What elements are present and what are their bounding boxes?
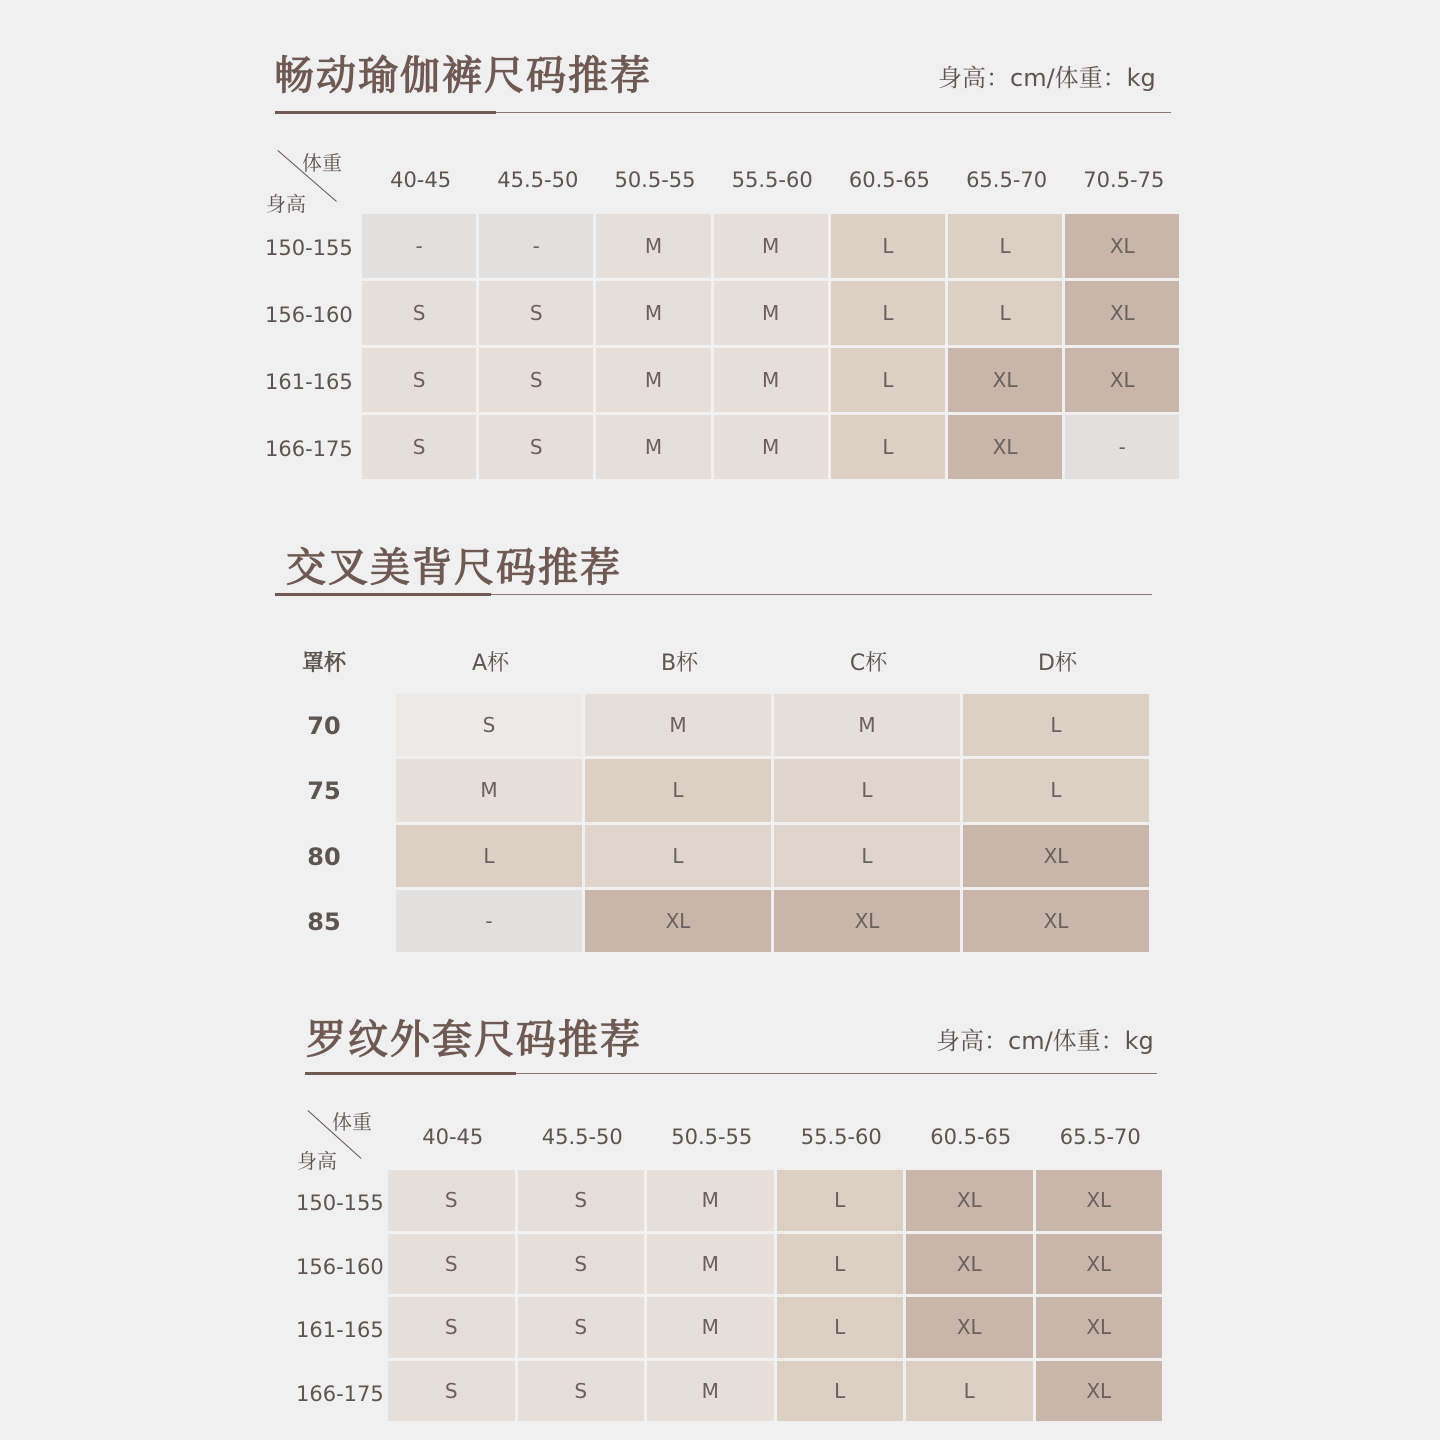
- yoga-title: 畅动瑜伽裤尺码推荐: [274, 53, 652, 99]
- jacket-size-cell: L: [777, 1297, 904, 1358]
- jacket-size-cell: XL: [906, 1297, 1033, 1358]
- bra-size-cell: S: [396, 694, 582, 756]
- yoga-col-header: 45.5-50: [497, 168, 579, 192]
- yoga-size-cell: L: [948, 214, 1062, 278]
- bra-size-cell: -: [396, 890, 582, 952]
- yoga-row-header: 156-160: [265, 303, 353, 327]
- bra-size-cell: L: [585, 825, 771, 887]
- jacket-corner-height: 身高: [297, 1149, 337, 1173]
- yoga-size-cell: S: [362, 348, 476, 412]
- yoga-size-cell: S: [362, 281, 476, 345]
- jacket-corner-weight: 体重: [332, 1110, 372, 1134]
- jacket-size-cell: L: [777, 1361, 904, 1422]
- jacket-size-cell: S: [388, 1297, 515, 1358]
- jacket-size-cell: S: [518, 1361, 645, 1422]
- bra-col-header: B杯: [660, 651, 699, 676]
- bra-size-cell: XL: [774, 890, 960, 952]
- jacket-size-cell: XL: [906, 1170, 1033, 1231]
- yoga-size-cell: S: [479, 281, 593, 345]
- jacket-col-header: 50.5-55: [671, 1125, 753, 1149]
- bra-size-cell: L: [963, 759, 1149, 821]
- yoga-row-header: 166-175: [265, 437, 353, 461]
- bra-col-header: A杯: [471, 651, 510, 676]
- yoga-size-cell: XL: [948, 348, 1062, 412]
- yoga-size-cell: L: [831, 281, 945, 345]
- jacket-size-cell: L: [906, 1361, 1033, 1422]
- jacket-col-header: 40-45: [422, 1125, 484, 1149]
- yoga-size-cell: M: [714, 281, 828, 345]
- bra-size-cell: L: [396, 825, 582, 887]
- bra-size-cell: M: [774, 694, 960, 756]
- bra-row-header: 85: [307, 907, 341, 936]
- yoga-size-cell: M: [596, 281, 710, 345]
- jacket-row-header: 150-155: [296, 1191, 384, 1215]
- bra-size-cell: L: [963, 694, 1149, 756]
- jacket-unit-label: 身高：cm/体重：kg: [936, 1027, 1154, 1055]
- yoga-size-cell: XL: [1065, 348, 1179, 412]
- jacket-size-cell: XL: [906, 1234, 1033, 1295]
- jacket-size-cell: S: [518, 1170, 645, 1231]
- jacket-col-header: 65.5-70: [1059, 1125, 1141, 1149]
- yoga-size-cell: S: [362, 415, 476, 479]
- jacket-size-cell: L: [777, 1170, 904, 1231]
- yoga-size-cell: M: [714, 348, 828, 412]
- jacket-size-cell: M: [647, 1361, 774, 1422]
- jacket-size-cell: M: [647, 1297, 774, 1358]
- jacket-size-cell: XL: [1036, 1170, 1163, 1231]
- yoga-col-header: 55.5-60: [731, 168, 813, 192]
- jacket-size-cell: M: [647, 1234, 774, 1295]
- bra-row-header: 80: [307, 842, 341, 871]
- yoga-size-cell: -: [479, 214, 593, 278]
- bra-size-cell: M: [396, 759, 582, 821]
- yoga-col-header: 40-45: [390, 168, 452, 192]
- bra-col-header: D杯: [1038, 651, 1077, 676]
- yoga-size-cell: XL: [1065, 214, 1179, 278]
- yoga-col-header: 50.5-55: [614, 168, 696, 192]
- yoga-col-header: 65.5-70: [966, 168, 1048, 192]
- yoga-row-header: 161-165: [265, 370, 353, 394]
- jacket-size-cell: XL: [1036, 1361, 1163, 1422]
- jacket-size-cell: S: [388, 1234, 515, 1295]
- yoga-size-cell: -: [362, 214, 476, 278]
- jacket-size-cell: S: [518, 1297, 645, 1358]
- jacket-size-cell: XL: [1036, 1234, 1163, 1295]
- yoga-divider-accent: [275, 111, 496, 114]
- yoga-corner-height: 身高: [266, 192, 306, 216]
- yoga-size-cell: L: [831, 348, 945, 412]
- yoga-size-cell: M: [714, 415, 828, 479]
- yoga-size-cell: -: [1065, 415, 1179, 479]
- yoga-size-cell: S: [479, 415, 593, 479]
- bra-size-cell: XL: [585, 890, 771, 952]
- yoga-size-cell: XL: [948, 415, 1062, 479]
- yoga-size-cell: L: [831, 214, 945, 278]
- jacket-size-cell: S: [518, 1234, 645, 1295]
- bra-row-header: 70: [307, 712, 341, 740]
- jacket-title: 罗纹外套尺码推荐: [306, 1017, 642, 1063]
- jacket-row-header: 161-165: [296, 1318, 384, 1342]
- yoga-corner-weight: 体重: [302, 151, 342, 175]
- yoga-size-cell: M: [596, 214, 710, 278]
- yoga-size-cell: L: [948, 281, 1062, 345]
- bra-size-cell: L: [774, 825, 960, 887]
- yoga-size-cell: L: [831, 415, 945, 479]
- yoga-unit-label: 身高：cm/体重：kg: [938, 64, 1156, 92]
- jacket-col-header: 55.5-60: [800, 1125, 882, 1149]
- jacket-size-cell: S: [388, 1361, 515, 1422]
- yoga-size-cell: M: [596, 415, 710, 479]
- bra-divider-accent: [275, 593, 491, 596]
- bra-size-cell: XL: [963, 890, 1149, 952]
- bra-title: 交叉美背尺码推荐: [286, 545, 622, 591]
- bra-size-cell: XL: [963, 825, 1149, 887]
- jacket-row-header: 156-160: [296, 1254, 384, 1279]
- jacket-col-header: 45.5-50: [541, 1125, 623, 1149]
- jacket-size-cell: XL: [1036, 1297, 1163, 1358]
- bra-corner-label: 罩杯: [302, 651, 347, 676]
- yoga-size-cell: XL: [1065, 281, 1179, 345]
- jacket-row-header: 166-175: [296, 1381, 384, 1406]
- jacket-size-cell: S: [388, 1170, 515, 1231]
- bra-col-header: C杯: [849, 651, 888, 676]
- yoga-row-header: 150-155: [265, 236, 353, 260]
- yoga-col-header: 60.5-65: [848, 168, 930, 192]
- jacket-divider-accent: [305, 1072, 516, 1075]
- bra-row-header: 75: [307, 777, 341, 806]
- jacket-size-cell: L: [777, 1234, 904, 1295]
- yoga-size-cell: M: [714, 214, 828, 278]
- jacket-size-cell: M: [647, 1170, 774, 1231]
- bra-size-cell: M: [585, 694, 771, 756]
- bra-size-cell: L: [585, 759, 771, 821]
- yoga-size-cell: S: [479, 348, 593, 412]
- yoga-size-cell: M: [596, 348, 710, 412]
- bra-size-cell: L: [774, 759, 960, 821]
- yoga-col-header: 70.5-75: [1083, 168, 1165, 192]
- jacket-col-header: 60.5-65: [930, 1125, 1012, 1149]
